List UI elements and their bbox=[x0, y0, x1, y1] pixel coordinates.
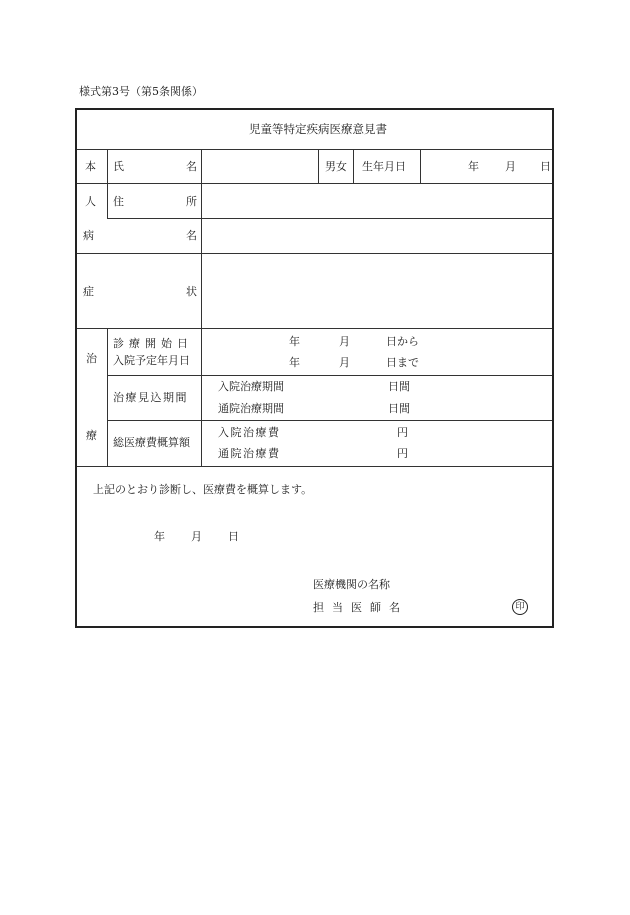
diagnosis-statement: 上記のとおり診断し、医療費を概算します。 bbox=[93, 483, 313, 496]
admit-month-unit: 月 bbox=[339, 356, 350, 369]
inpatient-period-field[interactable] bbox=[297, 377, 551, 397]
birth-date-field[interactable] bbox=[421, 150, 551, 182]
diagnosis-date-field[interactable] bbox=[117, 525, 247, 547]
start-from-label: 日から bbox=[386, 335, 419, 348]
form-number: 様式第3号（第5条関係） bbox=[79, 85, 203, 98]
divider bbox=[107, 420, 552, 421]
address-label: 所 bbox=[186, 195, 197, 208]
admit-until-label: 日まで bbox=[386, 356, 419, 369]
outpatient-cost-field[interactable] bbox=[297, 444, 551, 465]
inpatient-period-label: 入院治療期間 bbox=[218, 380, 284, 393]
form-title: 児童等特定疾病医療意見書 bbox=[249, 122, 387, 136]
doctor-name-label: 担当医師名 bbox=[313, 601, 408, 614]
divider bbox=[77, 183, 552, 184]
admission-date-label: 入院予定年月日 bbox=[113, 354, 190, 367]
institution-name-field[interactable] bbox=[395, 573, 545, 593]
start-date-label: 診療開始日 bbox=[113, 337, 193, 350]
address-field[interactable] bbox=[202, 185, 551, 217]
doctor-name-field[interactable] bbox=[395, 596, 505, 616]
name-label: 名 bbox=[186, 160, 197, 173]
divider bbox=[77, 328, 552, 329]
disease-label: 病 bbox=[83, 229, 94, 242]
symptoms-label: 状 bbox=[186, 285, 197, 298]
inpatient-days-unit: 日間 bbox=[388, 380, 410, 393]
birth-date-label: 生年月日 bbox=[362, 160, 406, 173]
outpatient-days-unit: 日間 bbox=[388, 402, 410, 415]
divider bbox=[107, 149, 108, 218]
date-day-unit: 日 bbox=[228, 530, 239, 543]
birth-day-unit: 日 bbox=[540, 160, 551, 173]
cost-label: 総医療費概算額 bbox=[113, 436, 190, 449]
divider bbox=[77, 253, 552, 254]
inpatient-cost-label: 入院治療費 bbox=[218, 426, 281, 439]
inpatient-yen-unit: 円 bbox=[397, 426, 408, 439]
divider bbox=[107, 218, 552, 219]
admit-year-unit: 年 bbox=[289, 356, 300, 369]
symptoms-field[interactable] bbox=[202, 255, 551, 327]
divider bbox=[107, 328, 108, 466]
date-year-unit: 年 bbox=[154, 530, 165, 543]
seal-mark: 印 bbox=[512, 599, 528, 615]
gender-field[interactable]: 男女 bbox=[325, 160, 347, 173]
treatment-label: 治 bbox=[86, 352, 97, 365]
start-year-unit: 年 bbox=[289, 335, 300, 348]
divider bbox=[77, 466, 552, 467]
outpatient-period-label: 通院治療期間 bbox=[218, 402, 284, 415]
divider bbox=[353, 149, 354, 183]
period-label: 治療見込期間 bbox=[113, 391, 188, 404]
patient-label-hon: 本 bbox=[85, 160, 96, 173]
birth-month-unit: 月 bbox=[505, 160, 516, 173]
opinion-form bbox=[75, 108, 554, 628]
name-field[interactable] bbox=[202, 150, 317, 182]
disease-name-field[interactable] bbox=[202, 220, 551, 252]
institution-name-label: 医療機関の名称 bbox=[313, 578, 390, 591]
address-label: 住 bbox=[113, 195, 124, 208]
start-month-unit: 月 bbox=[339, 335, 350, 348]
disease-label: 名 bbox=[186, 229, 197, 242]
admission-date-field[interactable] bbox=[202, 351, 551, 373]
patient-label-nin: 人 bbox=[85, 195, 96, 208]
start-date-field[interactable] bbox=[202, 330, 551, 350]
treatment-label: 療 bbox=[86, 429, 97, 442]
name-label: 氏 bbox=[113, 160, 124, 173]
inpatient-cost-field[interactable] bbox=[297, 422, 551, 443]
divider bbox=[318, 149, 319, 183]
symptoms-label: 症 bbox=[83, 285, 94, 298]
outpatient-yen-unit: 円 bbox=[397, 447, 408, 460]
date-month-unit: 月 bbox=[191, 530, 202, 543]
outpatient-cost-label: 通院治療費 bbox=[218, 447, 281, 460]
outpatient-period-field[interactable] bbox=[297, 398, 551, 419]
birth-year-unit: 年 bbox=[468, 160, 479, 173]
divider bbox=[107, 375, 552, 376]
